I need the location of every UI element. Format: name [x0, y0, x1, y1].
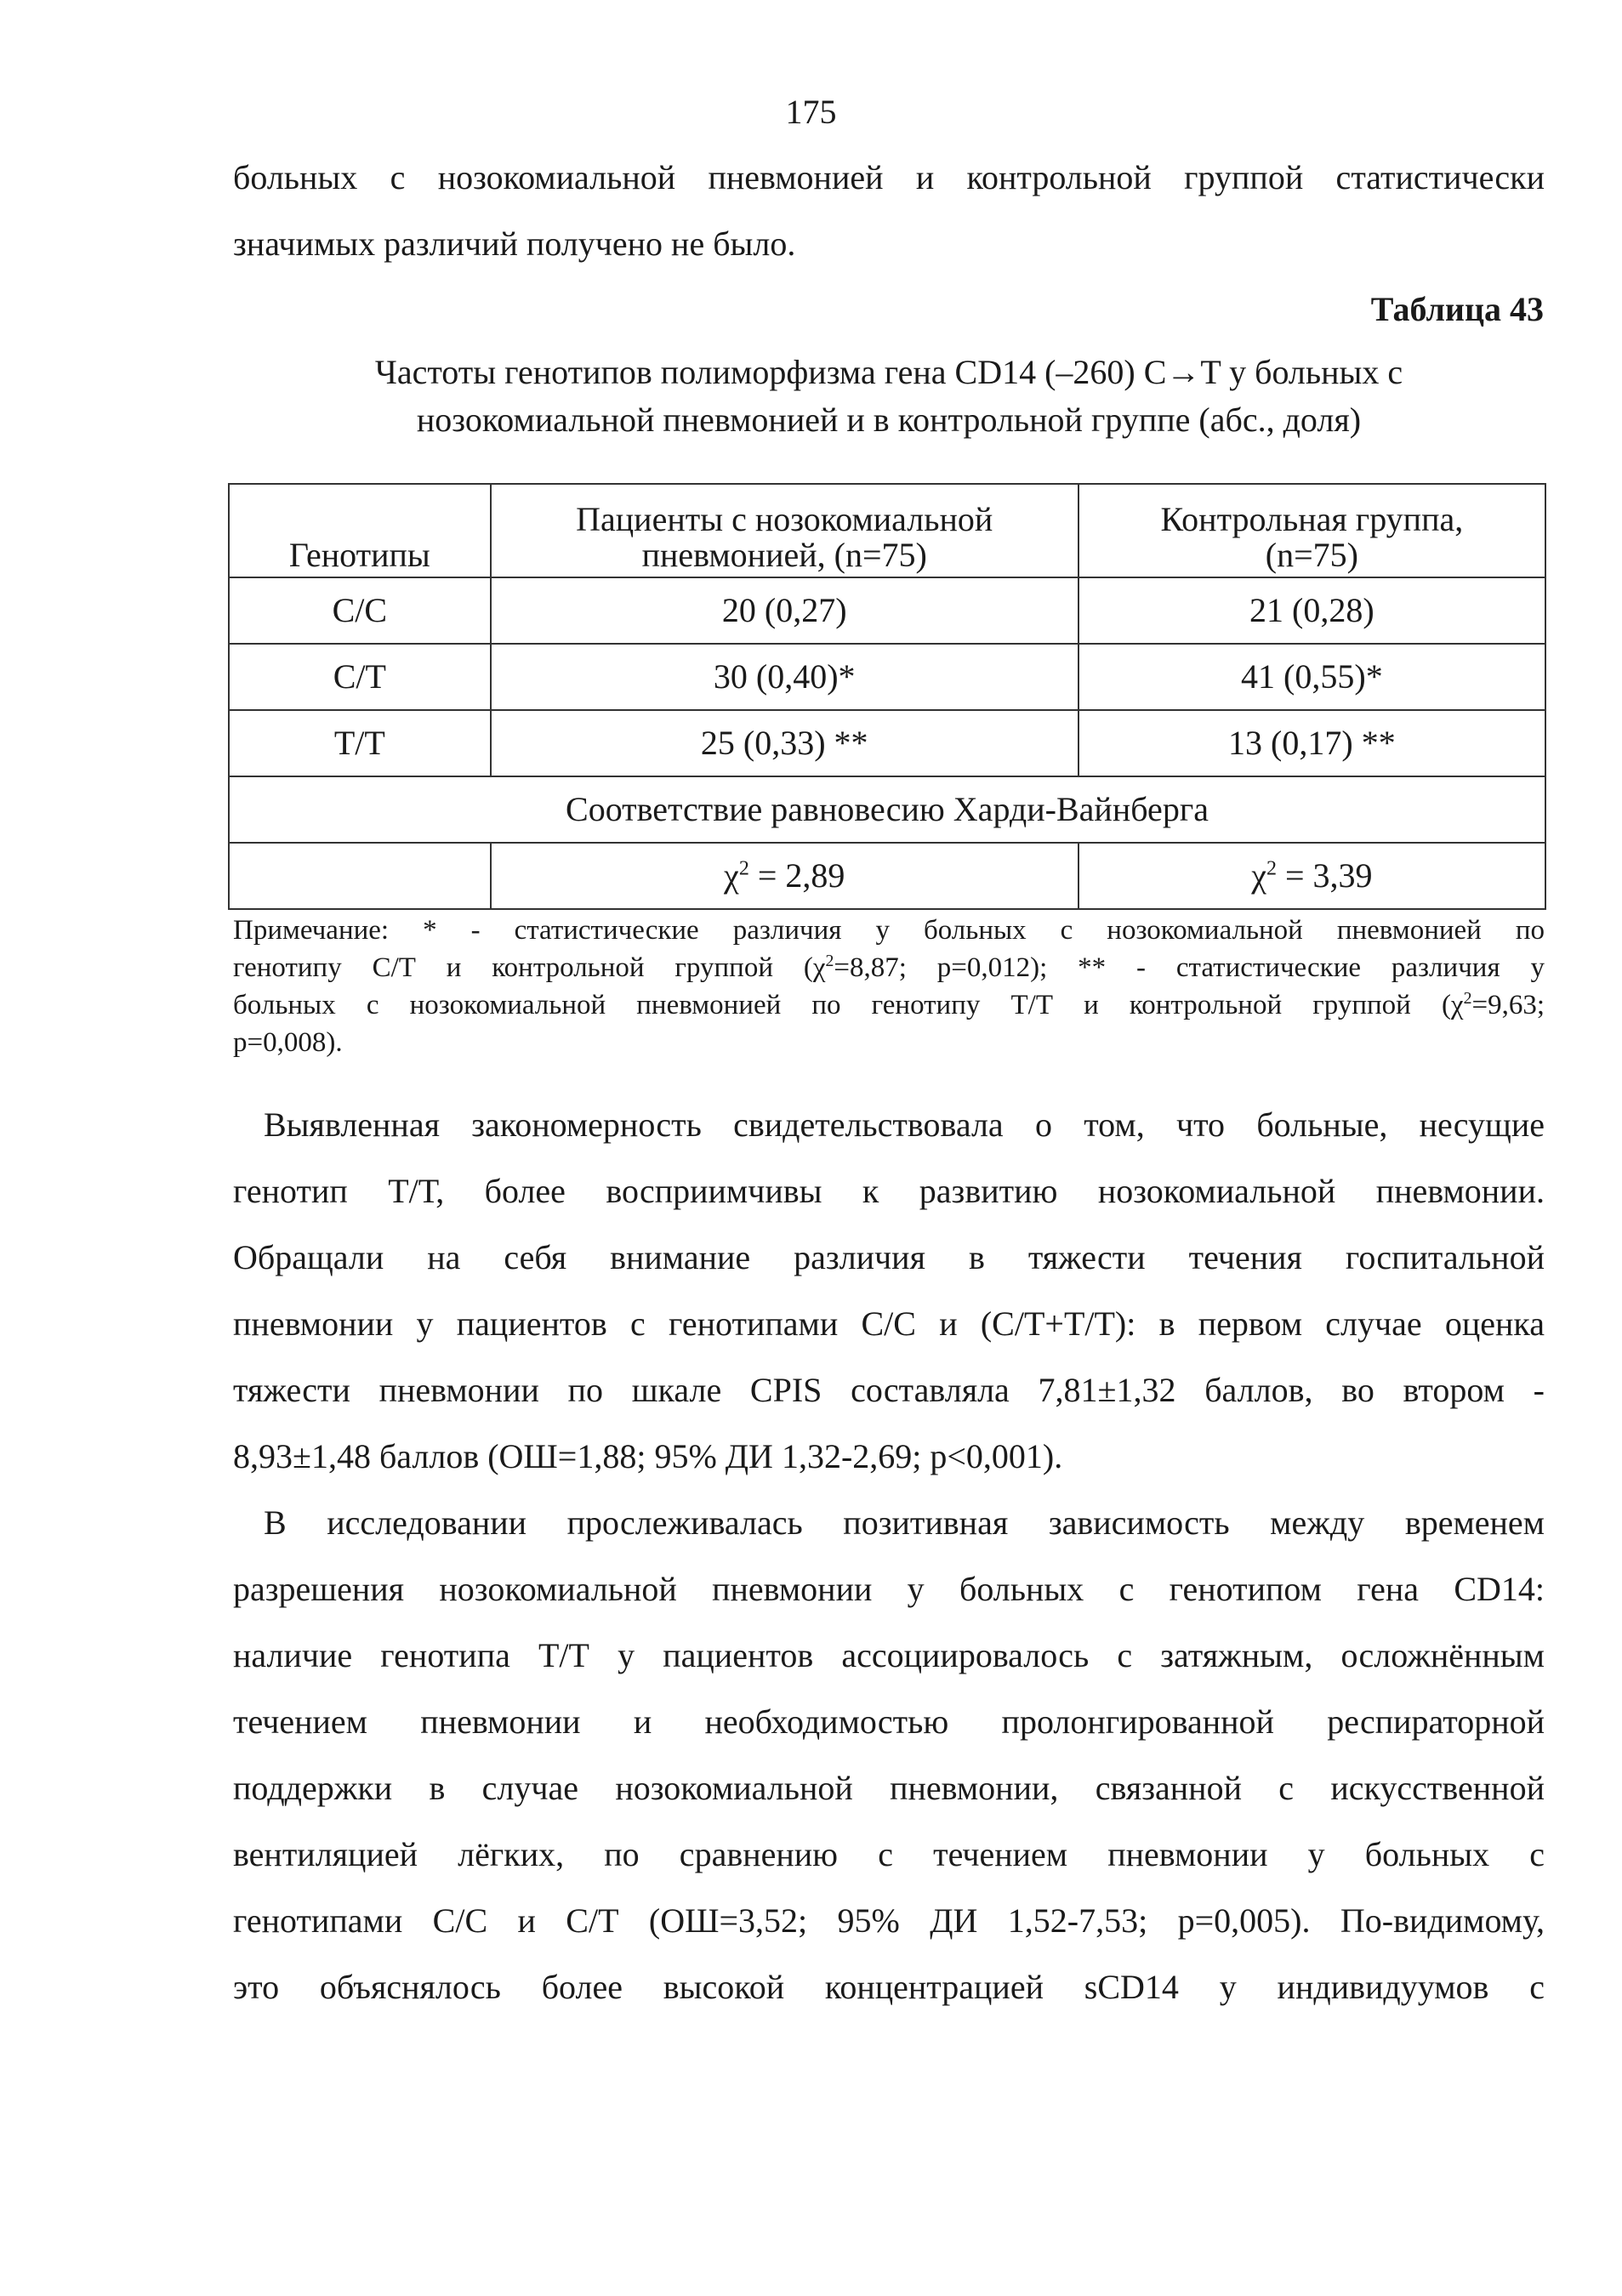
table-row [229, 644, 1545, 710]
paragraph-line: генотипами С/С и С/Т (ОШ=3,52; 95% ДИ 1,52-7,53; р=0,005). По-видимому, [233, 1901, 1545, 1940]
paragraph-line: разрешения нозокомиальной пневмонии у больных с генотипом гена CD14: [233, 1570, 1545, 1608]
header-patients [491, 484, 1078, 577]
paragraph-line: В исследовании прослеживалась позитивная зависимость между временем [264, 1503, 1545, 1542]
paragraph-line: 8,93±1,48 баллов (ОШ=1,88; 95% ДИ 1,32-2,69; р<0,001). [233, 1437, 1063, 1475]
top-paragraph [233, 145, 1545, 277]
chi-control-value: = 3,39 [1276, 856, 1373, 895]
note-sup: 2 [825, 952, 834, 970]
paragraph-line: значимых различий получено не было. [233, 224, 796, 263]
caption-line: Частоты генотипов полиморфизма гена CD14 (–260) C→T у больных с [374, 353, 1403, 391]
header-control [1078, 484, 1545, 577]
genotype-cell: T/T [229, 710, 491, 776]
genotype-cell: C/C [229, 577, 491, 644]
paragraph-line: вентиляцией лёгких, по сравнению с течением пневмонии у больных с [233, 1835, 1545, 1873]
note-text: генотипу С/Т и контрольной группой (χ [233, 952, 826, 983]
chi-patients-value: = 2,89 [748, 856, 845, 895]
paragraph-line: наличие генотипа Т/Т у пациентов ассоциировалось с затяжным, осложнённым [233, 1636, 1545, 1674]
paragraph-line: тяжести пневмонии по шкале CPIS составляла 7,81±1,32 баллов, во втором - [233, 1371, 1545, 1409]
page-number: 175 [785, 93, 837, 131]
chi-empty-cell [229, 843, 491, 909]
note-line: Примечание: * - статистические различия у больных с нозокомиальной пневмонией по [233, 915, 1545, 946]
table-header-row [229, 484, 1545, 577]
table-caption [233, 349, 1545, 444]
header-genotypes: Генотипы [229, 484, 491, 577]
paragraph-line: генотип Т/Т, более восприимчивы к развитию нозокомиальной пневмонии. [233, 1172, 1545, 1210]
paragraph-3 [233, 1490, 1545, 2020]
chi-exponent: 2 [738, 857, 749, 880]
chi-symbol: χ [1251, 856, 1266, 895]
control-cell: 41 (0,55)* [1078, 644, 1545, 710]
paragraph-line: это объяснялось более высокой концентрацией sCD14 у индивидуумов с [233, 1968, 1545, 2006]
paragraph-line: Обращали на себя внимание различия в тяжести течения госпитальной [233, 1238, 1545, 1276]
genotype-cell: C/T [229, 644, 491, 710]
table-row [229, 710, 1545, 776]
patients-cell: 30 (0,40)* [491, 644, 1078, 710]
note-text: =8,87; p=0,012); ** - статистические различия у [834, 952, 1545, 983]
chi-patients-cell [491, 843, 1078, 909]
paragraph-line: Выявленная закономерность свидетельствовала о том, что больные, несущие [264, 1105, 1545, 1144]
control-cell: 21 (0,28) [1078, 577, 1545, 644]
patients-cell: 25 (0,33) ** [491, 710, 1078, 776]
paragraph-line: пневмонии у пациентов с генотипами С/С и (С/Т+Т/Т): в первом случае оценка [233, 1304, 1545, 1343]
header-control-line: Контрольная группа, [1160, 500, 1464, 538]
genotype-table [228, 483, 1546, 910]
table-label: Таблица 43 [1370, 290, 1544, 328]
patients-cell: 20 (0,27) [491, 577, 1078, 644]
table-row [229, 577, 1545, 644]
hw-title: Соответствие равновесию Харди-Вайнберга [229, 776, 1545, 843]
chi-row [229, 843, 1545, 909]
note-text: больных с нозокомиальной пневмонией по генотипу Т/Т и контрольной группой (χ [233, 990, 1464, 1020]
chi-exponent: 2 [1266, 857, 1277, 880]
note-sup: 2 [1463, 989, 1472, 1008]
note-line [233, 986, 1545, 1024]
paragraph-line: больных с нозокомиальной пневмонией и контрольной группой статистически [233, 158, 1545, 196]
control-cell: 13 (0,17) ** [1078, 710, 1545, 776]
caption-line: нозокомиальной пневмонией и в контрольной группе (абс., доля) [416, 401, 1362, 439]
paragraph-2 [233, 1092, 1545, 1490]
paragraph-line: поддержки в случае нозокомиальной пневмонии, связанной с искусственной [233, 1769, 1545, 1807]
note-line: p=0,008). [233, 1027, 343, 1058]
hw-title-row [229, 776, 1545, 843]
header-control-line: (n=75) [1265, 536, 1358, 574]
chi-symbol: χ [724, 856, 739, 895]
note-text: =9,63; [1471, 990, 1545, 1020]
chi-control-cell [1078, 843, 1545, 909]
header-patients-line: пневмонией, (n=75) [641, 536, 927, 574]
header-patients-line: Пациенты с нозокомиальной [576, 500, 993, 538]
note-line [233, 949, 1545, 986]
table-note [233, 912, 1545, 1061]
paragraph-line: течением пневмонии и необходимостью пролонгированной респираторной [233, 1702, 1545, 1741]
